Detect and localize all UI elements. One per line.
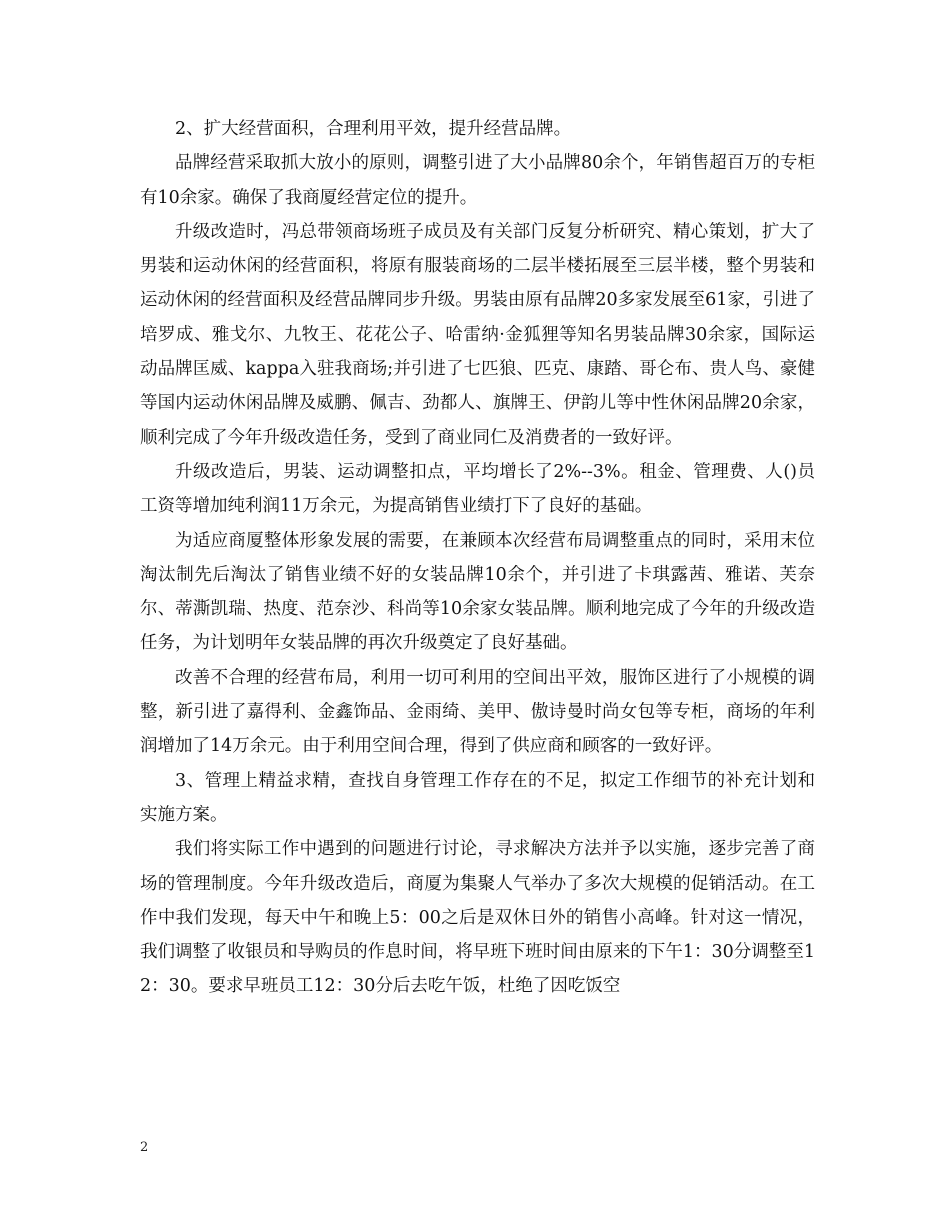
paragraph-8: 我们将实际工作中遇到的问题进行讨论，寻求解决方法并予以实施，逐步完善了商场的管理制度。今年升级改造后，商厦为集聚人气举办了多次大规模的促销活动。在工作中我们发现，每天中午和晚上5：00之后是双休日外的销售小高峰。针对这一情况，我们调整了收银员和导购员的作息时间，将早班下班时间由原来的下午1：30分调整至12：30。要求早班员工12：30分后去吃午饭，杜绝了因吃饭空 xyxy=(140,839,815,997)
paragraph-2: 品牌经营采取抓大放小的原则，调整引进了大小品牌80余个，年销售超百万的专柜有10余家。确保了我商厦经营定位的提升。 xyxy=(140,153,815,208)
paragraph-7: 3、管理上精益求精，查找自身管理工作存在的不足，拟定工作细节的补充计划和实施方案。 xyxy=(140,770,815,825)
paragraph-6: 改善不合理的经营布局，利用一切可利用的空间出平效，服饰区进行了小规模的调整，新引进了嘉得利、金鑫饰品、金雨绮、美甲、傲诗曼时尚女包等专柜，商场的年利润增加了14万余元。由于利用空间合理，得到了供应商和顾客的一致好评。 xyxy=(140,667,815,757)
paragraph-4: 升级改造后，男装、运动调整扣点，平均增长了2%--3%。租金、管理费、人()员工资等增加纯利润11万余元，为提高销售业绩打下了良好的基础。 xyxy=(140,461,815,517)
page-number: 2 xyxy=(140,1140,149,1155)
paragraph-1: 2、扩大经营面积，合理利用平效，提升经营品牌。 xyxy=(175,119,572,139)
paragraph-3: 升级改造时，冯总带领商场班子成员及有关部门反复分析研究、精心策划，扩大了男装和运动休闲的经营面积，将原有服装商场的二层半楼拓展至三层半楼，整个男装和运动休闲的经营面积及经营品牌同步升级。男装由原有品牌20多家发展至61家，引进了培罗成、雅戈尔、九牧王、花花公子、哈雷纳·金狐狸等知名男装品牌30余家，国际运动品牌匡威、kappa入驻我商场;并引进了七匹狼、匹克、康踏、哥仑布、贵人鸟、豪健等国内运动休闲品牌及威鹏、佩吉、劲都人、旗牌王、伊韵儿等中性休闲品牌20余家，顺利完成了今年升级改造任务，受到了商业同仁及消费者的一致好评。 xyxy=(140,221,815,448)
paragraph-5: 为适应商厦整体形象发展的需要，在兼顾本次经营布局调整重点的同时，采用末位淘汰制先后淘汰了销售业绩不好的女装品牌10余个，并引进了卡琪露茜、雅诺、芙奈尔、蒂澌凯瑞、热度、范奈沙、科尚等10余家女装品牌。顺利地完成了今年的升级改造任务，为计划明年女装品牌的再次升级奠定了良好基础。 xyxy=(140,530,815,654)
document-body xyxy=(140,112,815,1004)
